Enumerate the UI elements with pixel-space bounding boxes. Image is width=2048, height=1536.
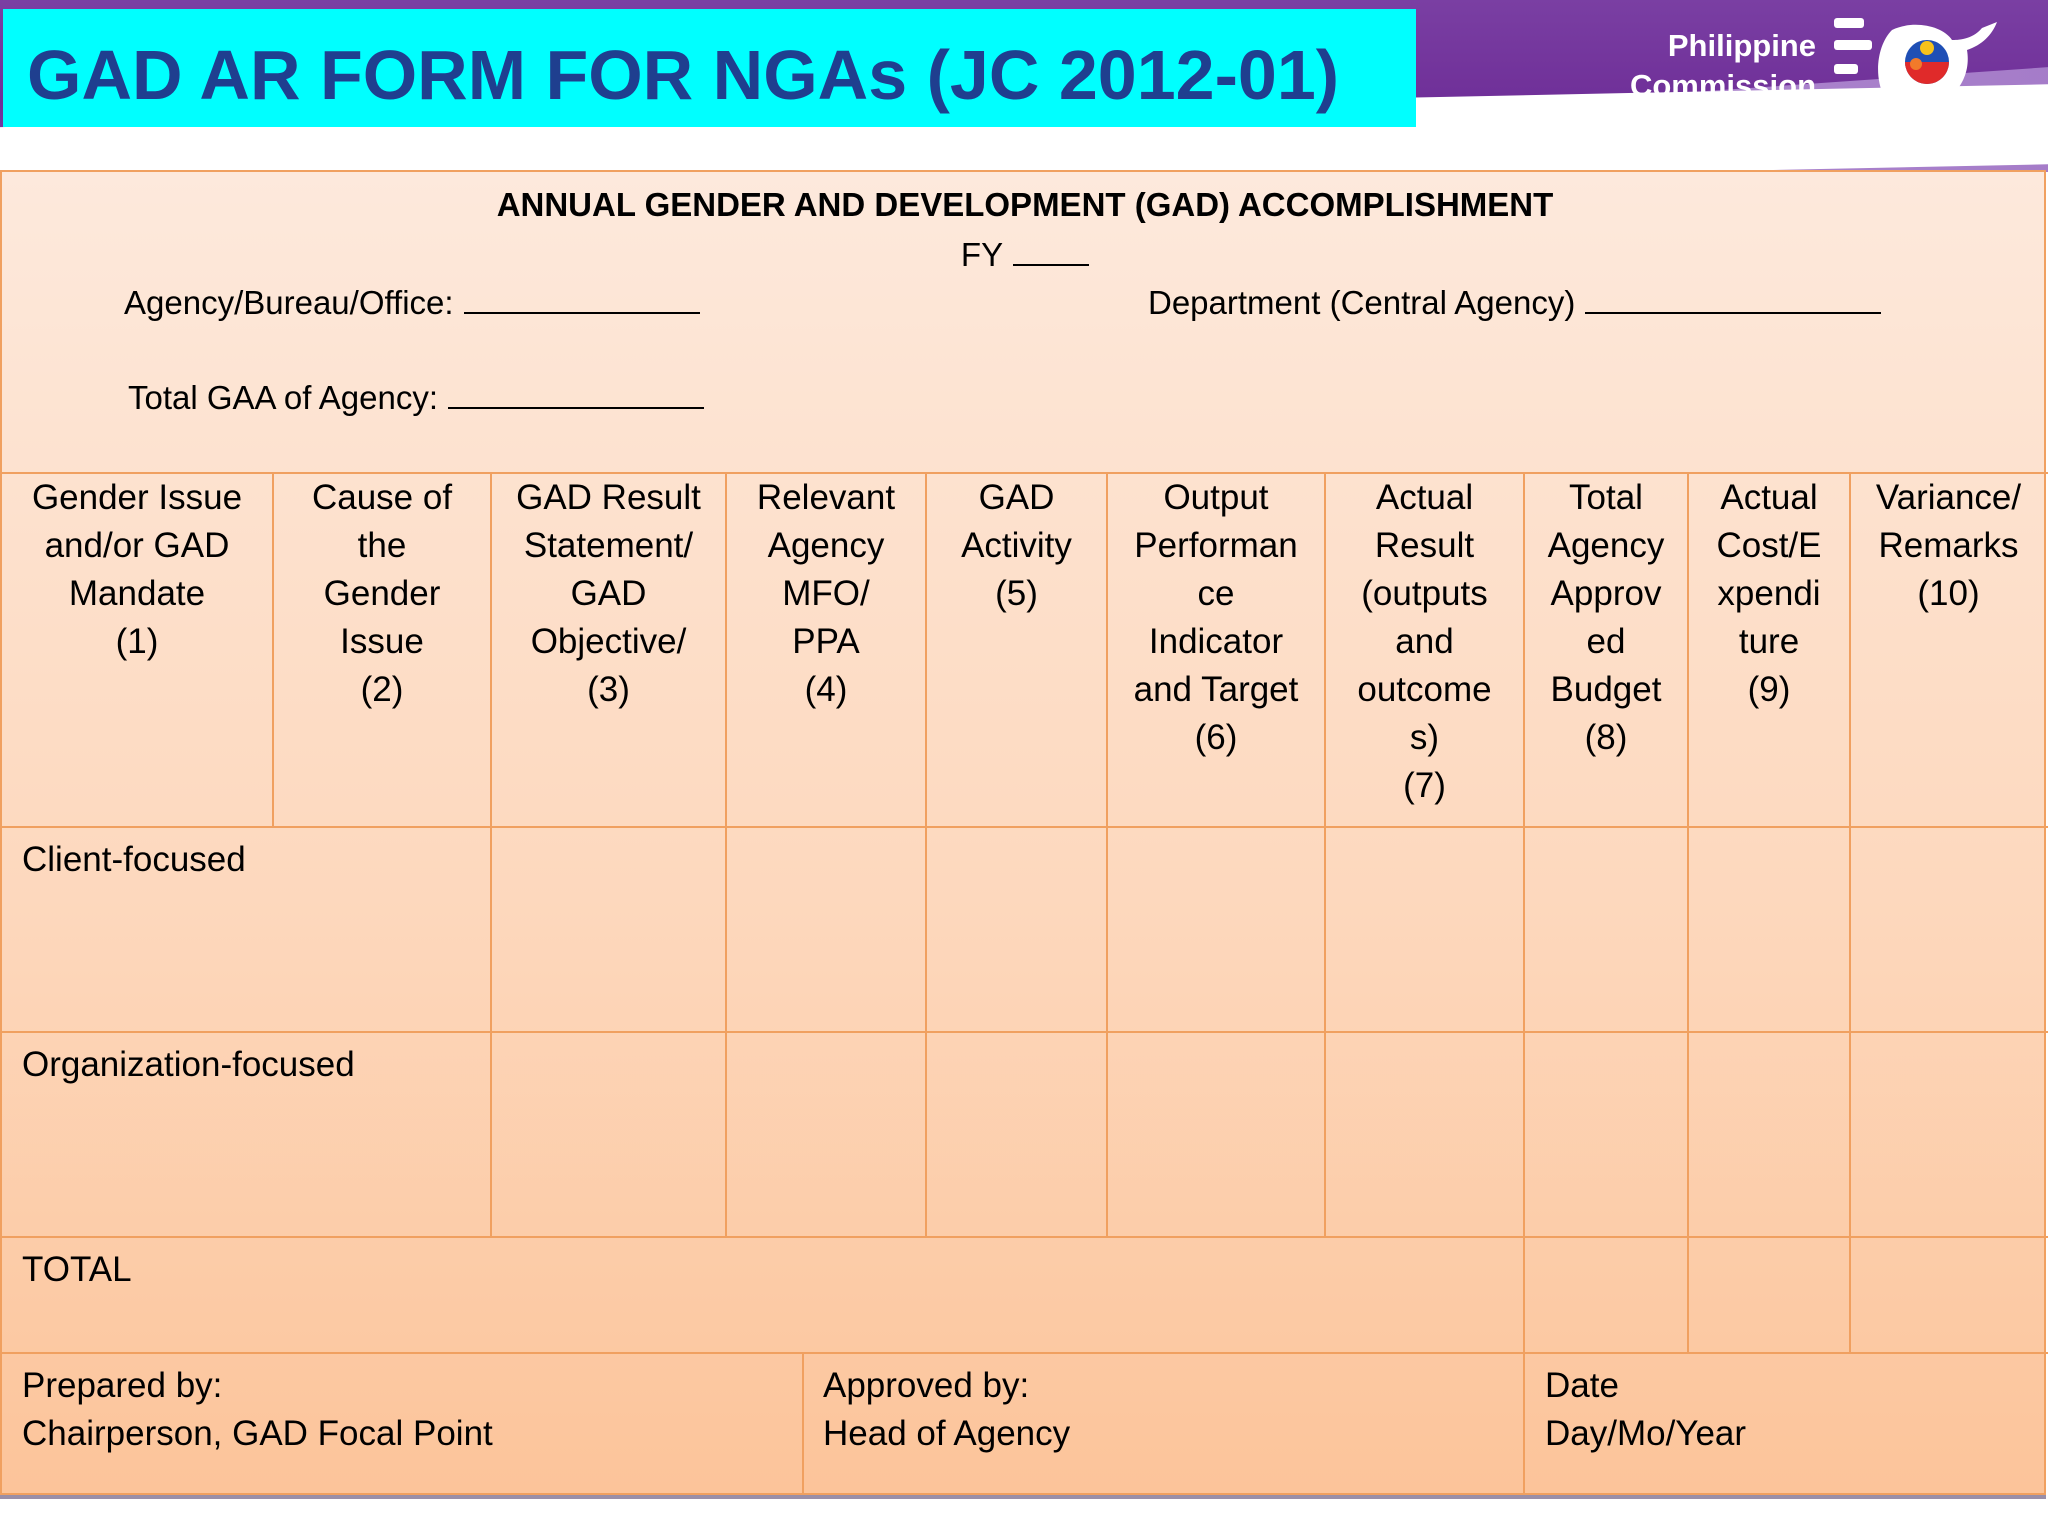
col-text: (9) [1747, 670, 1791, 709]
col-text: outcome [1357, 670, 1492, 709]
approved-by-block [823, 1362, 1070, 1458]
prepared-by-block [22, 1362, 493, 1458]
column-header-6 [1108, 474, 1324, 762]
column-header-8 [1525, 474, 1687, 762]
column-header-9 [1689, 474, 1849, 714]
col-text: xpendi [1717, 574, 1821, 613]
col-text: (10) [1917, 574, 1980, 613]
row-label-client-focused: Client-focused [22, 840, 246, 879]
department-field [1148, 282, 1881, 322]
agency-field [124, 282, 700, 322]
agency-label: Agency/Bureau/Office: [124, 284, 454, 321]
col-text: Total [1569, 478, 1643, 517]
col-text: and Target [1133, 670, 1299, 709]
header-banner [0, 0, 2048, 172]
page-title: GAD AR FORM FOR NGAs (JC 2012-01) [27, 36, 1340, 114]
col-text: Activity [961, 526, 1072, 565]
col-text: PPA [792, 622, 860, 661]
date-label: Date [1545, 1366, 1619, 1405]
grid-line [2, 1236, 2048, 1238]
col-text: GAD [570, 574, 647, 613]
pcw-logo-text [1630, 26, 1816, 146]
row-label-total: TOTAL [22, 1250, 132, 1289]
col-text: Actual [1375, 478, 1474, 517]
agency-blank [464, 282, 700, 314]
fy-field [2, 234, 2048, 274]
col-text: Approv [1550, 574, 1662, 613]
logo-line-2: Commission [1629, 68, 1816, 103]
col-text: Statement/ [523, 526, 694, 565]
col-text: (2) [360, 670, 404, 709]
col-text: the [357, 526, 407, 565]
col-text: (1) [115, 622, 159, 661]
column-header-1 [2, 474, 272, 666]
col-text: ed [1586, 622, 1626, 661]
col-text: Result [1374, 526, 1475, 565]
col-text: Remarks [1878, 526, 2019, 565]
col-text: (5) [995, 574, 1038, 613]
col-text: Variance/ [1875, 478, 2022, 517]
col-text: Performan [1134, 526, 1298, 565]
col-text: Output [1163, 478, 1269, 517]
fy-blank [1013, 234, 1089, 266]
col-text: (7) [1403, 766, 1446, 805]
grid-line [2, 1352, 2048, 1354]
col-text: Mandate [68, 574, 206, 613]
prepared-by-label: Prepared by: [22, 1366, 223, 1405]
date-format: Day/Mo/Year [1545, 1414, 1747, 1453]
col-text: (8) [1584, 718, 1628, 757]
col-text: Agency [767, 526, 885, 565]
col-text: (3) [587, 670, 630, 709]
col-text: Relevant [756, 478, 896, 517]
prepared-by-value: Chairperson, GAD Focal Point [22, 1414, 493, 1453]
col-text: GAD Result [516, 478, 701, 517]
grid-line [802, 1352, 804, 1495]
column-header-3 [492, 474, 725, 714]
form-heading: ANNUAL GENDER AND DEVELOPMENT (GAD) ACCOMPLISHMENT [496, 186, 1554, 223]
col-text: Issue [340, 622, 424, 661]
col-text: Objective/ [530, 622, 687, 661]
gad-accomplishment-form [0, 170, 2046, 1495]
col-text: ce [1197, 574, 1235, 613]
logo-line-3: on Women [1658, 108, 1816, 143]
logo-line-1: Philippine [1667, 28, 1816, 63]
col-text: Gender [323, 574, 441, 613]
total-gaa-field [128, 377, 704, 417]
column-header-10 [1851, 474, 2046, 618]
col-text: Agency [1547, 526, 1665, 565]
col-text: and [1395, 622, 1454, 661]
col-text: Actual [1720, 478, 1818, 517]
department-label: Department (Central Agency) [1148, 284, 1576, 321]
title-box [3, 9, 1416, 127]
approved-by-value: Head of Agency [823, 1414, 1071, 1453]
department-blank [1585, 282, 1881, 314]
total-gaa-blank [448, 377, 704, 409]
fy-label: FY [960, 236, 1004, 273]
row-label-organization-focused: Organization-focused [22, 1045, 355, 1084]
col-text: (outputs [1361, 574, 1488, 613]
col-text: (4) [804, 670, 848, 709]
date-block [1545, 1362, 1746, 1458]
approved-by-label: Approved by: [823, 1366, 1030, 1405]
col-text: Gender Issue [31, 478, 243, 517]
col-text: and/or GAD [44, 526, 230, 565]
column-header-4 [727, 474, 925, 714]
col-text: GAD [978, 478, 1055, 517]
col-text: s) [1409, 718, 1440, 757]
column-header-2 [274, 474, 490, 714]
col-text: Budget [1550, 670, 1662, 709]
pcw-logo-icon [1832, 10, 2012, 160]
grid-line [2, 1031, 2048, 1033]
column-header-7 [1326, 474, 1523, 810]
grid-line [2, 826, 2048, 828]
col-text: Cause of [311, 478, 453, 517]
col-text: MFO/ [782, 574, 870, 613]
col-text: (6) [1194, 718, 1238, 757]
total-gaa-label: Total GAA of Agency: [128, 379, 439, 416]
col-text: Cost/E [1716, 526, 1822, 565]
col-text: ture [1738, 622, 1800, 661]
col-text: Indicator [1148, 622, 1284, 661]
column-header-5 [927, 474, 1106, 618]
